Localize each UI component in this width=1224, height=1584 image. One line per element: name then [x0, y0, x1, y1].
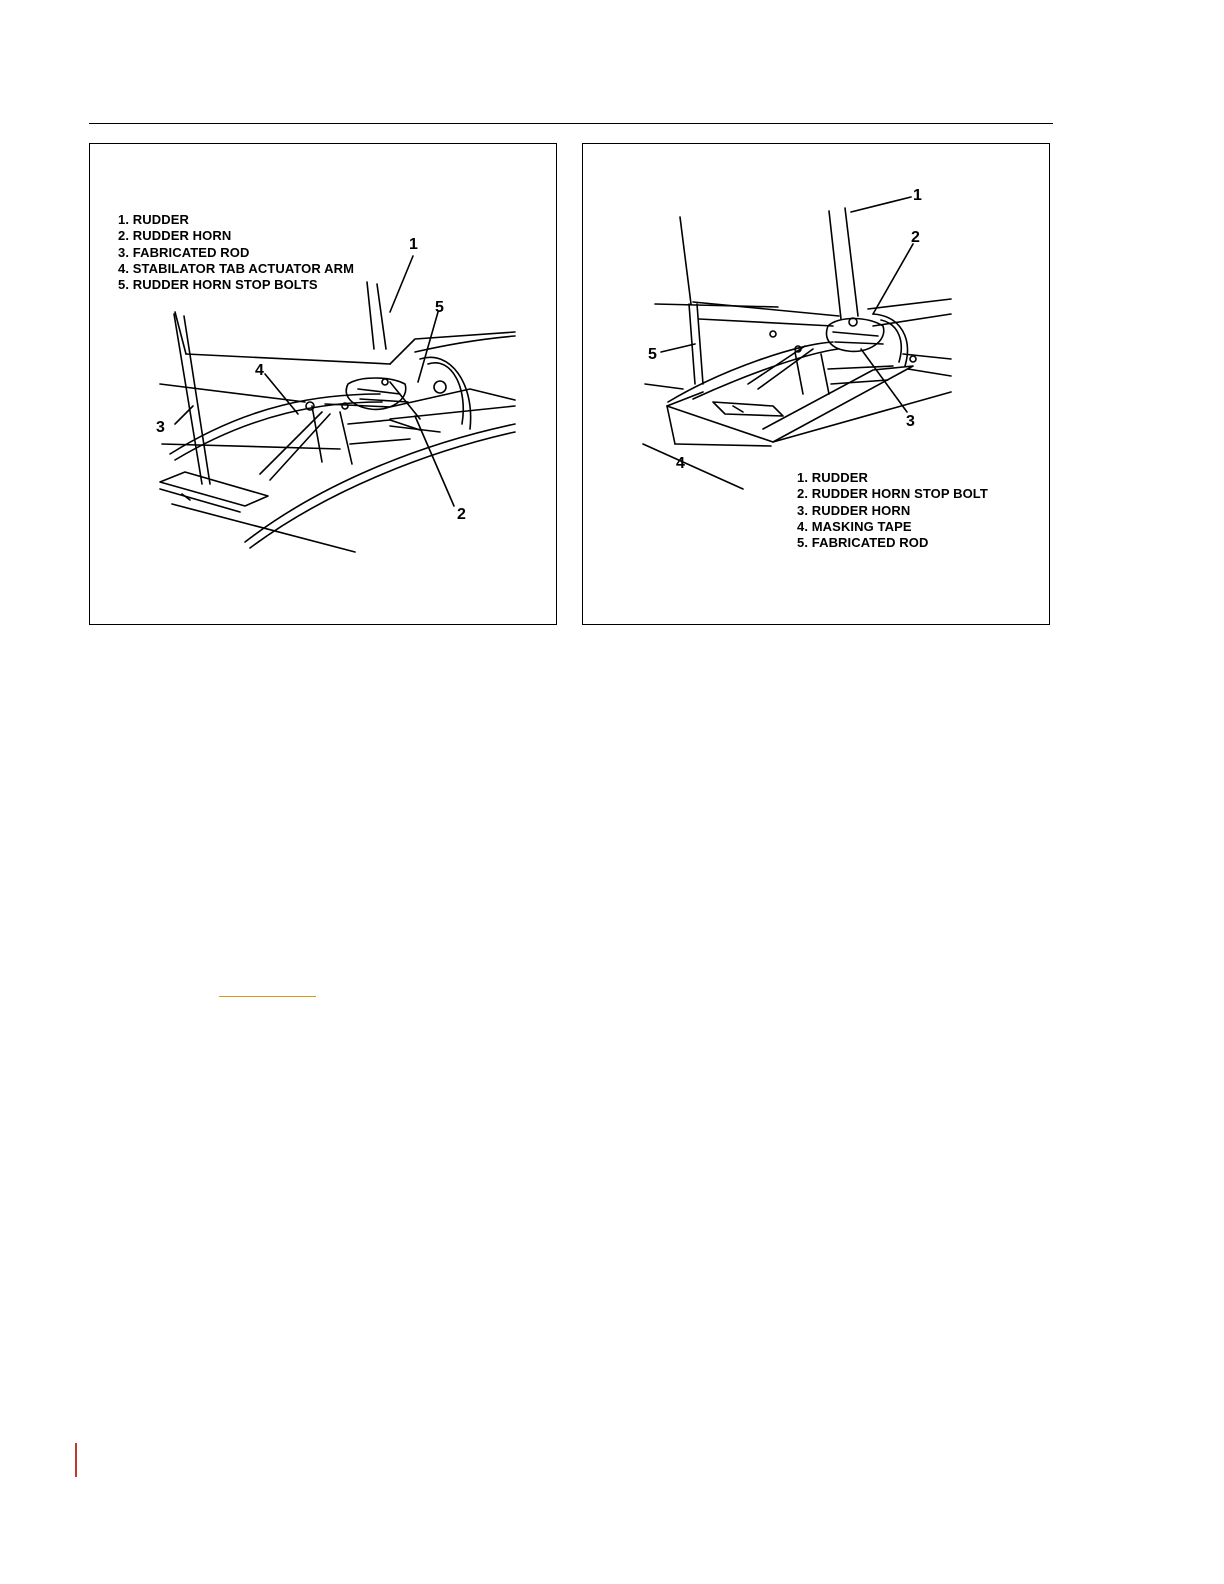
change-bar: [75, 1443, 77, 1477]
hyperlink-underline[interactable]: [219, 996, 316, 997]
legend-item: 5. RUDDER HORN STOP BOLTS: [118, 277, 318, 293]
figure-left-rudder-horn-stop-bolts: [89, 143, 557, 625]
legend-item: 3. RUDDER HORN: [797, 502, 911, 518]
callout-1: 1: [409, 236, 418, 253]
callout-2: 2: [457, 506, 466, 523]
legend-item: 3. FABRICATED ROD: [118, 244, 250, 260]
legend-item: 4. MASKING TAPE: [797, 518, 912, 534]
legend-item: 2. RUDDER HORN STOP BOLT: [797, 486, 988, 502]
callout-3: 3: [156, 419, 165, 436]
parts-legend: [797, 470, 988, 551]
legend-item: 4. STABILATOR TAB ACTUATOR ARM: [118, 260, 355, 276]
callout-1: 1: [913, 187, 922, 204]
header-rule: [89, 123, 1053, 124]
callout-5: 5: [648, 346, 657, 363]
legend-item: 1. RUDDER: [118, 212, 189, 227]
callout-4: 4: [255, 362, 264, 379]
parts-legend: [118, 212, 354, 293]
legend-item: 1. RUDDER: [797, 470, 868, 485]
legend-item: 5. FABRICATED ROD: [797, 535, 929, 551]
callout-4: 4: [676, 455, 685, 472]
callout-2: 2: [911, 229, 920, 246]
figure-right-rudder-horn-masking-tape: [582, 143, 1050, 625]
illustration-right: [583, 144, 1050, 625]
legend-item: 2. RUDDER HORN: [118, 228, 232, 244]
callout-3: 3: [906, 413, 915, 430]
callout-5: 5: [435, 299, 444, 316]
